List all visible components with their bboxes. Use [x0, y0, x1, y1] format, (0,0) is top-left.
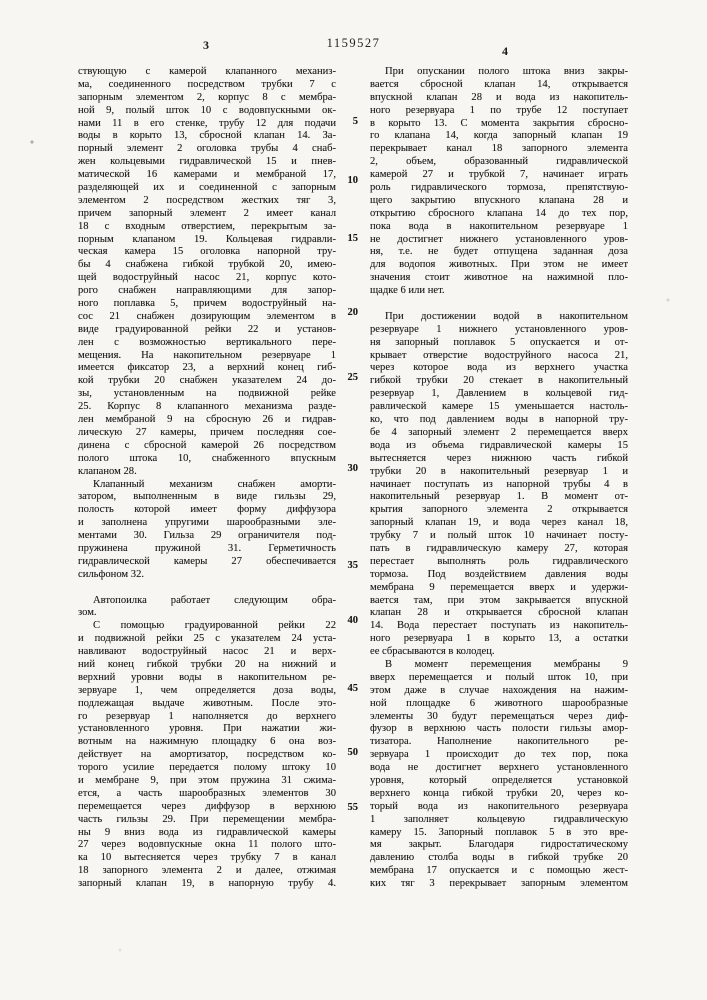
text-line: ного резервуара 1 по трубе 12 поступает: [370, 104, 628, 116]
line-number: 40: [347, 615, 358, 626]
text-line: равлической камере 15 уменьшается настоль-: [370, 401, 628, 413]
text-line: щего закрытию впускного клапана 28 и: [370, 194, 628, 206]
text-line: ной 9, полый шток 10 с водовпускными ок-: [78, 104, 336, 116]
text-line: вверх перемещается и полый шток 10, при: [370, 671, 628, 683]
text-line: ческая камера 15 оголовка напорной тру-: [78, 246, 336, 258]
text-line: вотным на нажимную площадку 6 она воз-: [78, 736, 336, 748]
text-line: этом даже в случае нахождения на нажим-: [370, 684, 628, 696]
text-line: порным клапаном 19. Кольцевая гидравли-: [78, 233, 336, 245]
text-line: ня, т.е. не будет отпущена заданная доза: [370, 246, 628, 258]
text-line: часть гильзы 29. При перемещении мембра-: [78, 813, 336, 825]
text-line: установленного уровня. При нажатии жи-: [78, 723, 336, 735]
text-line: 2, объем, образованный гидравлической: [370, 156, 628, 168]
text-line: тормоза. Под воздействием давления воды: [370, 568, 628, 580]
text-line: рого снабжен направляющими для запор-: [78, 285, 336, 297]
page-number-right: 4: [502, 44, 508, 58]
text-line: не достигнет нижнего установленного уров-: [370, 233, 628, 245]
text-line: бы 4 снабжена гибкой трубкой 20, имею-: [78, 259, 336, 271]
text-line: вода из объема гидравлической камеры 15: [370, 439, 628, 451]
text-line: разделяющей их и соединенной с запорным: [78, 182, 336, 194]
line-number: 5: [352, 116, 358, 127]
text-column-left: [78, 66, 336, 891]
text-line: камеру 15. Запорный поплавок 5 в это вре-: [370, 826, 628, 838]
text-line: матической 16 камерами и мембраной 17,: [78, 169, 336, 181]
text-line: крывает отверстие водоструйного насоса 21,: [370, 349, 628, 361]
text-line: перекрывает канал 18 запорного элемента: [370, 143, 628, 155]
text-line: мембрана 17 опускается и с помощью жест-: [370, 865, 628, 877]
text-line: ного поплавка 5, причем водоструйный на-: [78, 298, 336, 310]
text-line: запорный клапан 19, и вода через канал 18,: [370, 517, 628, 529]
text-line: и мембране 9, при этом пружина 31 сжима-: [78, 774, 336, 786]
text-column-right: [370, 66, 628, 891]
text-line: 18 запорного элемента 2 и далее, отжимая: [78, 865, 336, 877]
text-line: жен кольцевыми гидравлической 15 и пнев-: [78, 156, 336, 168]
text-line: верхний уровни воды в накопительном ре-: [78, 671, 336, 683]
text-line: запорный клапан 19, в напорную трубу 4.: [78, 878, 336, 890]
text-line: действует на амортизатор, посредством ко-: [78, 749, 336, 761]
text-line: го резервуар 1 наполняется до верхнего: [78, 710, 336, 722]
text-line: ка 10 вытесняется через трубку 7 в канал: [78, 852, 336, 864]
text-line: мя закрыт. Благодаря гидростатическому: [370, 839, 628, 851]
line-number: 55: [347, 802, 358, 813]
text-line: ного резервуара 1 в корыто 13, а остатки: [370, 633, 628, 645]
text-line: Автопоилка работает следующим обра-: [93, 594, 336, 606]
text-line: и заполнена упругими шарообразными эле-: [78, 517, 336, 529]
text-line: 14. Вода перестает поступать из накопитель-: [370, 620, 628, 632]
text-line: навливают водоструйный насос 21 и верх-: [78, 646, 336, 658]
text-line: фузор в верхнюю часть полости гильзы амор-: [370, 723, 628, 735]
text-line: зервуаре 1, чем определяется доза воды,: [78, 684, 336, 696]
text-line: перемещается через диффузор в верхнюю: [78, 800, 336, 812]
text-line: вытесняется через нижнюю часть гибкой: [370, 452, 628, 464]
text-line: тизатора. Наполнение накопительного ре-: [370, 736, 628, 748]
text-line: ких тяг 3 перекрывает запорным элементом: [370, 878, 628, 890]
text-line: гидравлической камеры 27 обеспечивается: [78, 555, 336, 567]
text-line: воды в корыто 13, сбросной клапан 14. За-: [78, 130, 336, 142]
text-line: имеется фиксатор 23, а верхний конец гиб-: [78, 362, 336, 374]
text-line: ментами 30. Гильза 29 ограничителя под-: [78, 530, 336, 542]
text-line: резервуар 1, Давлением в кольцевой гид-: [370, 388, 628, 400]
line-number: 25: [347, 372, 358, 383]
text-line: 18 с входным отверстием, перекрытым за-: [78, 220, 336, 232]
text-line: полого штока 10, снабженного впускным: [78, 452, 336, 464]
text-line: давлению столба воды в гибкой трубке 20: [370, 852, 628, 864]
text-line: пока вода в накопительном резервуаре 1: [370, 220, 628, 232]
text-line: ется, а часть шарообразных элементов 30: [78, 787, 336, 799]
text-line: зервуара 1 происходит до тех пор, пока: [370, 749, 628, 761]
text-line: через которое вода из верхнего участка: [370, 362, 628, 374]
text-line: гибкой трубки 20 стекает в накопительный: [370, 375, 628, 387]
text-line: лен с возможностью вертикального пере-: [78, 336, 336, 348]
text-line: крытия запорного элемента 2 открывается: [370, 504, 628, 516]
text-line: элементом 2 посредством жестких тяг 3,: [78, 194, 336, 206]
line-number: 15: [347, 233, 358, 244]
text-line: При опускании полого штока вниз закры-: [385, 66, 628, 77]
line-number: 50: [347, 747, 358, 758]
text-line: и подвижной рейки 25 с указателем 24 уста-: [78, 633, 336, 645]
text-line: вается сбросной клапан 14, открывается: [370, 78, 628, 90]
text-line: торый вода из накопительного резервуара: [370, 800, 628, 812]
text-line: подлежащая выдаче животным. После это-: [78, 697, 336, 709]
text-line: роль гидравлического тормоза, препятствую-: [370, 182, 628, 194]
text-line: Клапанный механизм снабжен аморти-: [93, 478, 336, 490]
text-line: вода не достигнет верхнего установленного: [370, 762, 628, 774]
text-line: виде градуированной рейки 22 и установ-: [78, 323, 336, 335]
text-line: С помощью градуированной рейки 22: [93, 620, 336, 632]
text-line: резервуаре 1 нижнего установленного уров-: [370, 323, 628, 335]
text-line: ствующую с камерой клапанного механиз-: [78, 66, 336, 77]
text-line: перестает выполнять роль гидравлического: [370, 555, 628, 567]
text-line: сильфоном 32.: [78, 568, 145, 580]
line-number: 10: [347, 175, 358, 186]
text-line: ее сбрасываются в колодец.: [370, 646, 495, 658]
text-line: уровня, который определяется установкой: [370, 774, 628, 786]
text-line: зом.: [78, 607, 97, 619]
text-line: пружинена пружиной 31. Герметичность: [78, 542, 336, 554]
text-line: щей водоструйный насос 21, корпус кото-: [78, 272, 336, 284]
text-line: порный элемент 2 оголовка трубы 4 снаб-: [78, 143, 336, 155]
text-line: лен мембраной 9 на сбросную 26 и гидрав-: [78, 414, 336, 426]
text-line: [370, 298, 628, 311]
text-line: 25. Корпус 8 клапанного механизма разде-: [78, 401, 336, 413]
text-line: ко, что под давлением воды в напорной тру-: [370, 414, 628, 426]
text-line: пать в гидравлическую камеру 27, которая: [370, 542, 628, 554]
text-line: ня запорный поплавок 5 опускается и от-: [370, 336, 628, 348]
text-line: бе 4 запорный элемент 2 перемещается вверх: [370, 426, 628, 438]
text-line: щадке 6 или нет.: [370, 285, 445, 297]
text-line: трубки 20 в накопительный резервуар 1 и: [370, 465, 628, 477]
text-line: клапан 28 и открывается сбросной клапан: [370, 607, 628, 619]
text-line: камерой 27 и трубкой 7, начинает играть: [370, 169, 628, 181]
page-number-left: 3: [203, 38, 209, 52]
text-line: начинает поступать из напорной трубы 4 в: [370, 478, 628, 490]
text-line: ма, соединенного посредством трубки 7 с: [78, 78, 336, 90]
text-line: запорным элементом 2, корпус 8 с мембра-: [78, 91, 336, 103]
text-line: мембрана 9 перемещается вверх и удержи-: [370, 581, 628, 593]
text-line: трубку 7 и полый шток 10 начинает посту-: [370, 530, 628, 542]
text-line: впускной клапан 28 и вода из накопитель-: [370, 91, 628, 103]
text-line: [78, 582, 336, 595]
text-line: в корыто 13. С момента закрытия сбросно-: [370, 117, 628, 129]
line-number: 30: [347, 463, 358, 474]
line-number: 20: [347, 307, 358, 318]
text-line: В момент перемещения мембраны 9: [385, 658, 628, 670]
text-line: При достижении водой в накопительном: [385, 310, 628, 322]
text-line: клапаном 28.: [78, 465, 137, 477]
text-line: 27 через водовпускные окна 11 полого што-: [78, 839, 336, 851]
text-line: полость которой имеет форму диффузора: [78, 504, 336, 516]
patent-document-number: 1159527: [326, 36, 381, 50]
text-line: причем запорный элемент 2 имеет канал: [78, 207, 336, 219]
text-line: затором, выполненным в виде гильзы 29,: [78, 491, 336, 503]
text-line: открытию сбросного клапана 14 до тех пор,: [370, 207, 628, 219]
text-line: го клапана 14, когда запорный клапан 19: [370, 130, 628, 142]
text-line: значения стоит животное на нажимной пло-: [370, 272, 628, 284]
text-line: мещения. На накопительном резервуаре 1: [78, 349, 336, 361]
text-line: ны 9 вниз вода из гидравлической камеры: [78, 826, 336, 838]
text-line: кой трубки 20 снабжен указателем 24 до-: [78, 375, 336, 387]
line-number: 35: [347, 560, 358, 571]
text-line: накопительный резервуар 1. В момент от-: [370, 491, 628, 503]
text-line: элементы 30 будут перемещаться через диф-: [370, 710, 628, 722]
text-line: вается там, при этом закрывается впускной: [370, 594, 628, 606]
text-line: верхнего конца гибкой трубки 20, через ко-: [370, 787, 628, 799]
text-line: 1 заполняет кольцевую гидравлическую: [370, 813, 628, 825]
text-line: ной площадке 6 животного шарообразные: [370, 697, 628, 709]
text-line: ний конец гибкой трубки 20 на нижний и: [78, 658, 336, 670]
text-line: зы, установленным на подвижной рейке: [78, 388, 336, 400]
text-line: для водопоя животных. При этом не имеет: [370, 259, 628, 271]
text-line: лическую 27 камеры, причем последняя сое-: [78, 426, 336, 438]
text-line: динена с сбросной камерой 26 посредством: [78, 439, 336, 451]
line-number: 45: [347, 683, 358, 694]
text-line: нами 11 в его стенке, трубу 12 для подачи: [78, 117, 336, 129]
text-line: сос 21 снабжен дозирующим элементом в: [78, 310, 336, 322]
text-line: торого усилие передается полому штоку 10: [78, 762, 336, 774]
